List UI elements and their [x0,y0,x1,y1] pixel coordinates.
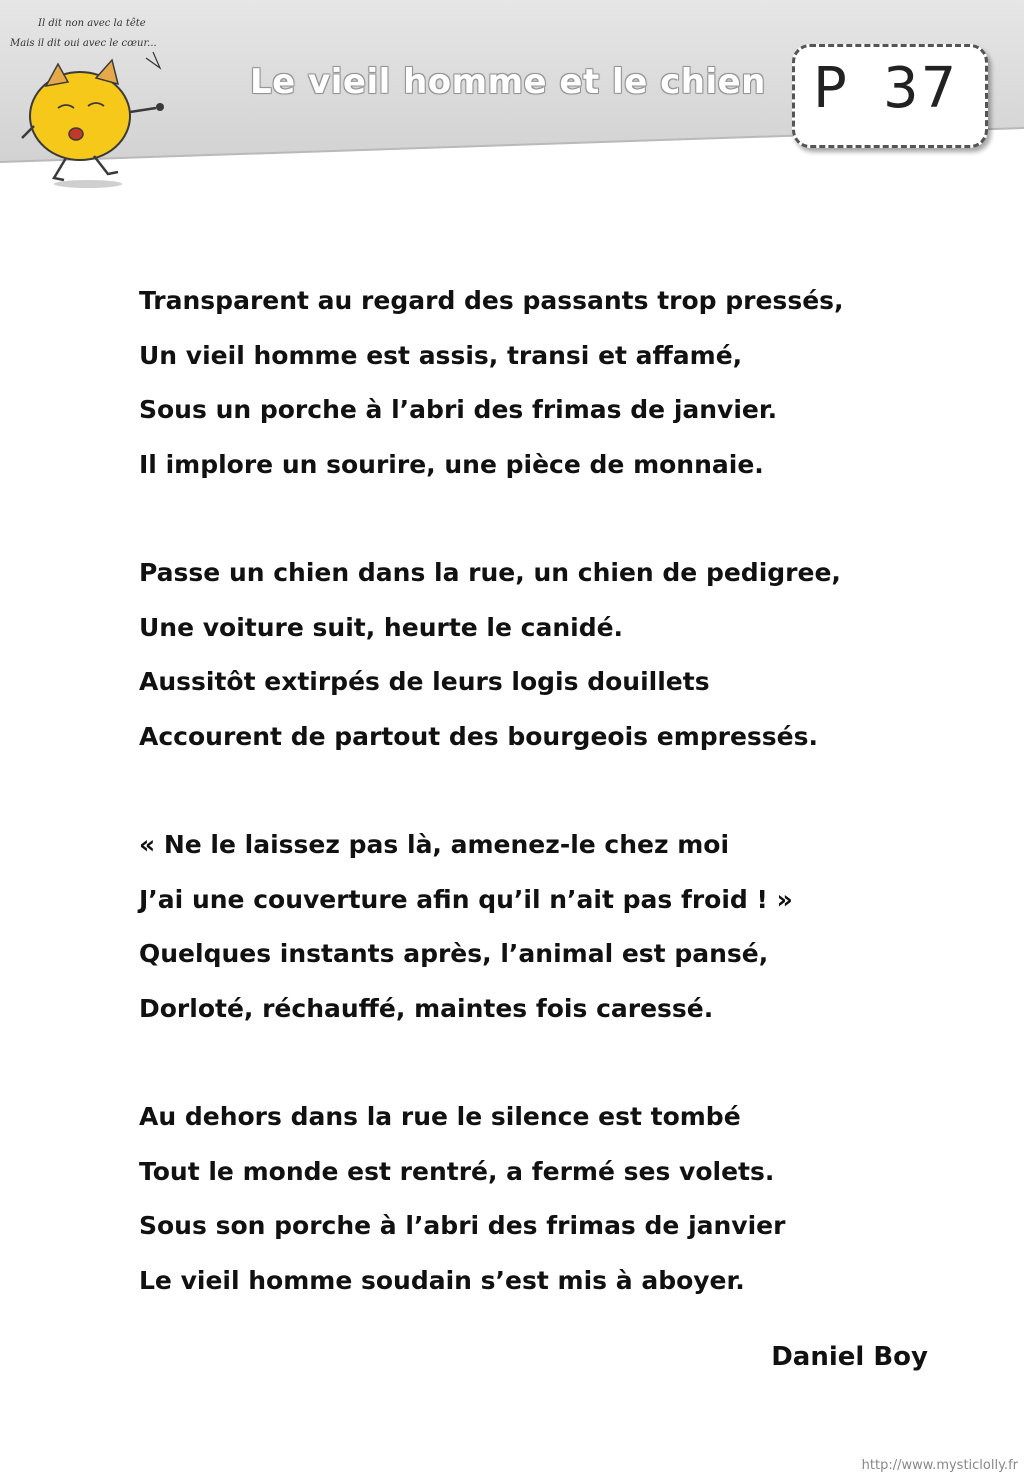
stanza-4 [139,1090,959,1308]
page-number-box [792,44,988,148]
author-signature: Daniel Boy [771,1342,928,1372]
verse: « Ne le laissez pas là, amenez-le chez moi [139,830,730,859]
stanza-1 [139,274,959,492]
verse: Transparent au regard des passants trop pressés, [139,286,844,315]
verse: Sous son porche à l’abri des frimas de janvier [139,1211,786,1240]
mascot-caption-line1: Il dit non avec la tête [38,18,146,29]
verse: Passe un chien dans la rue, un chien de pedigree, [139,558,841,587]
verse: Il implore un sourire, une pièce de monnaie. [139,449,764,479]
mascot-caption-line2: Mais il dit oui avec le cœur... [10,38,157,49]
verse: J’ai une couverture afin qu’il n’ait pas froid ! » [139,884,793,914]
verse: Sous un porche à l’abri des frimas de janvier. [139,395,778,424]
verse: Aussitôt extirpés de leurs logis douillets [139,667,710,696]
verse: Le vieil homme soudain s’est mis à aboyer. [139,1265,745,1295]
verse: Au dehors dans la rue le silence est tombé [139,1102,741,1131]
mascot-illustration [8,8,208,188]
site-url[interactable]: http://www.mysticlolly.fr [861,1458,1018,1473]
page-prefix: P [813,56,847,121]
stanza-2 [139,546,959,764]
verse: Un vieil homme est assis, transi et affamé, [139,340,743,370]
verse: Quelques instants après, l’animal est pansé, [139,939,769,968]
verse: Accourent de partout des bourgeois empressés. [139,721,819,751]
page-number: 37 [883,56,959,121]
page-title: Le vieil homme et le chien [250,62,766,102]
verse: Tout le monde est rentré, a fermé ses volets. [139,1156,775,1186]
stanza-3 [139,818,959,1036]
verse: Dorloté, réchauffé, maintes fois caressé. [139,993,714,1023]
poem-body [139,274,959,1362]
verse: Une voiture suit, heurte le canidé. [139,612,624,642]
